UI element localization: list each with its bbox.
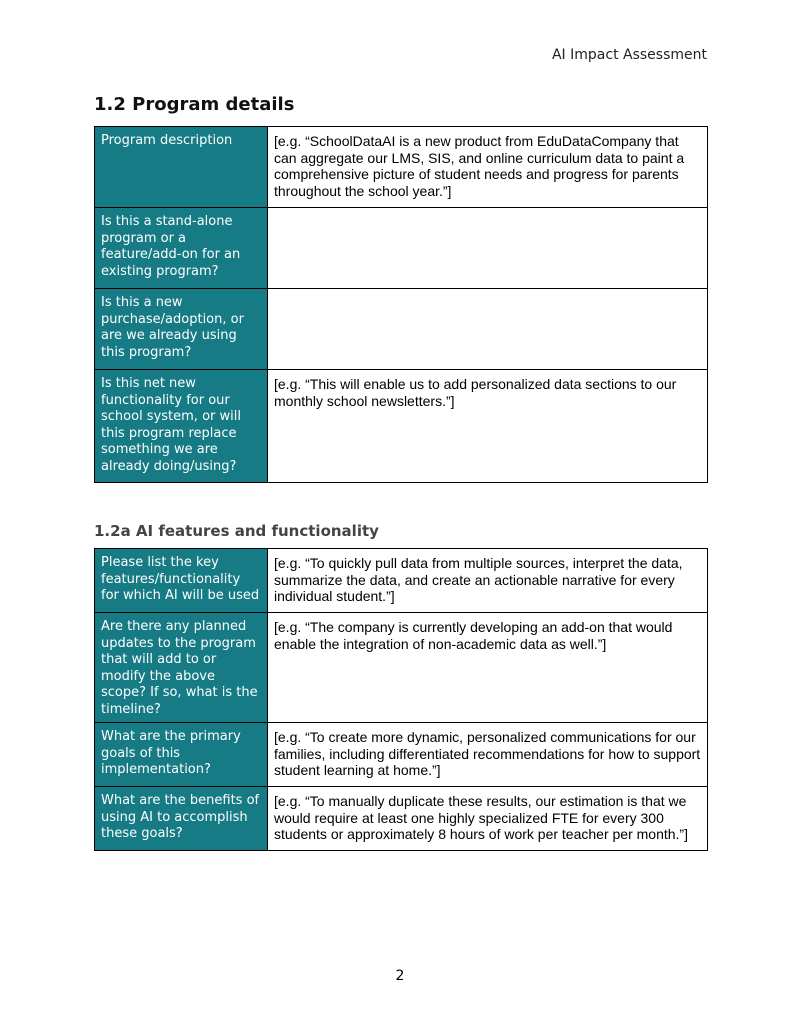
table-row	[95, 127, 708, 208]
table-row	[95, 787, 708, 851]
table-row	[95, 370, 708, 483]
table-row	[95, 549, 708, 613]
row-label: What are the benefits of using AI to accomplish these goals?	[95, 787, 268, 851]
row-value-field[interactable]: [e.g. “To quickly pull data from multiple sources, interpret the data, summarize the data, and create an actionable narrative for every individual student.”]	[268, 549, 708, 613]
row-value-field[interactable]: [e.g. “To create more dynamic, personalized communications for our families, including differentiated recommendations for how to support student learning at home.”]	[268, 723, 708, 787]
table-row	[95, 723, 708, 787]
row-label: What are the primary goals of this implementation?	[95, 723, 268, 787]
row-value-field[interactable]: [e.g. “SchoolDataAI is a new product from EduDataCompany that can aggregate our LMS, SIS, and online curriculum data to paint a comprehensive picture of student needs and progress for parents throughout the school year.”]	[268, 127, 708, 208]
row-value-field[interactable]: [e.g. “To manually duplicate these results, our estimation is that we would require at least one highly specialized FTE for every 300 students or approximately 8 hours of work per teacher per month.”]	[268, 787, 708, 851]
row-label: Is this net new functionality for our school system, or will this program replace something we are already doing/using?	[95, 370, 268, 483]
row-label: Program description	[95, 127, 268, 208]
row-label: Is this a new purchase/adoption, or are we already using this program?	[95, 289, 268, 370]
section-heading-ai-features: 1.2a AI features and functionality	[94, 522, 379, 540]
table-row	[95, 208, 708, 289]
ai-features-table	[94, 548, 708, 851]
row-value-field[interactable]	[268, 289, 708, 370]
program-details-table	[94, 126, 708, 483]
document-header-title: AI Impact Assessment	[551, 47, 707, 63]
table-row	[95, 289, 708, 370]
table-row	[95, 613, 708, 723]
row-value-field[interactable]: [e.g. “This will enable us to add personalized data sections to our monthly school newsletters.”]	[268, 370, 708, 483]
row-value-field[interactable]	[268, 208, 708, 289]
row-label: Please list the key features/functionality for which AI will be used	[95, 549, 268, 613]
section-heading-program-details: 1.2 Program details	[94, 94, 295, 115]
row-label: Are there any planned updates to the program that will add to or modify the above scope? If so, what is the timeline?	[95, 613, 268, 723]
row-value-field[interactable]: [e.g. “The company is currently developing an add-on that would enable the integration of non-academic data as well.”]	[268, 613, 708, 723]
row-label: Is this a stand-alone program or a feature/add-on for an existing program?	[95, 208, 268, 289]
page-number: 2	[395, 968, 405, 984]
